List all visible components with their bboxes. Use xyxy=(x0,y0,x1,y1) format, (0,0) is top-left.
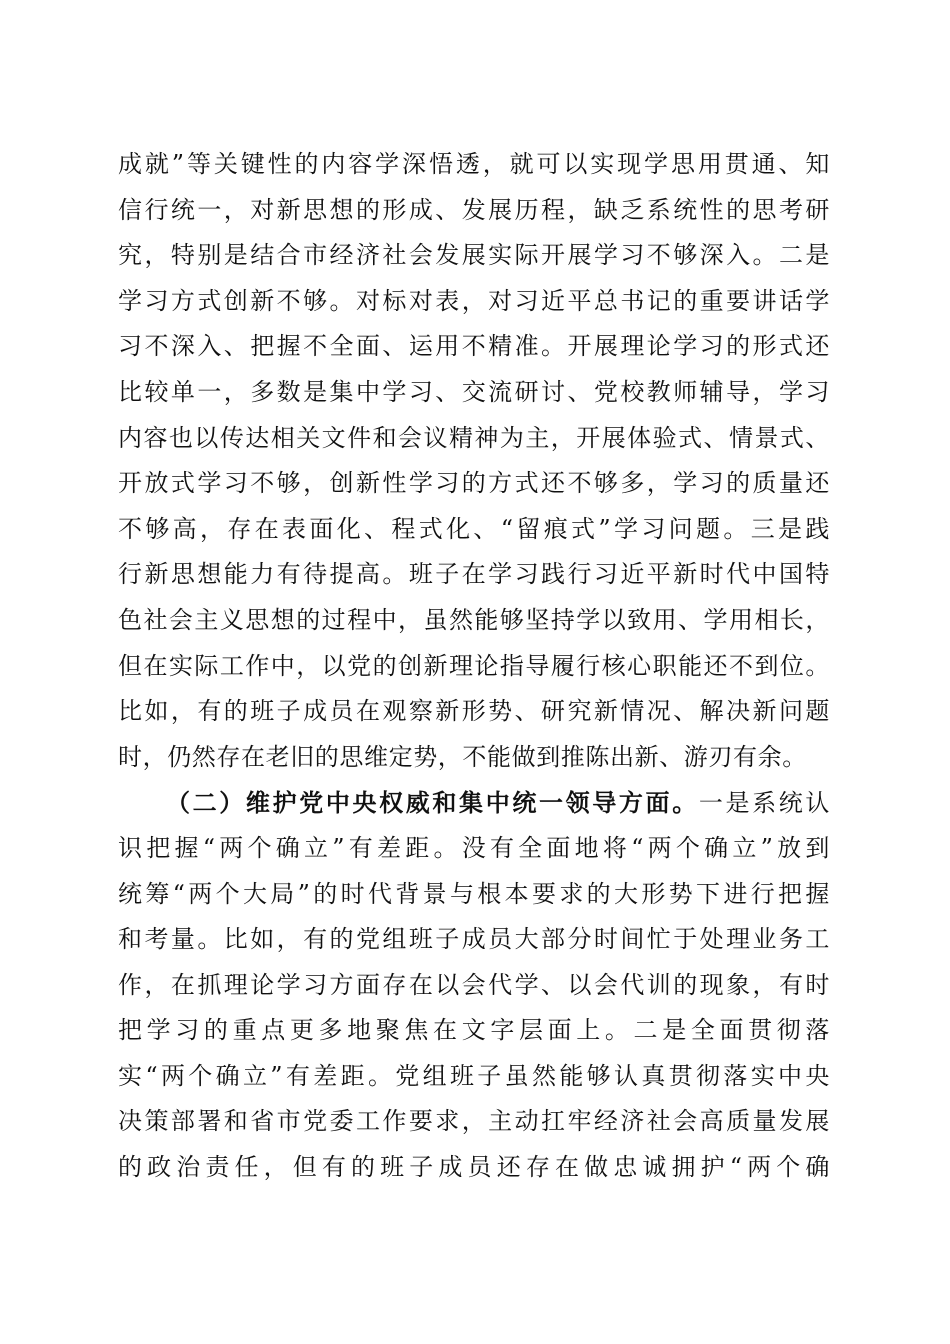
paragraph-1-line-8: 开放式学习不够，创新性学习的方式还不够多，学习的质量还 xyxy=(118,469,830,498)
paragraph-1-line-11: 色社会主义思想的过程中，虽然能够坚持学以致用、学用相长， xyxy=(118,605,830,634)
paragraph-2-line-9: 的政治责任，但有的班子成员还存在做忠诚拥护“两个确 xyxy=(118,1153,830,1182)
paragraph-2-line-3: 统筹“两个大局”的时代背景与根本要求的大形势下进行把握 xyxy=(118,879,830,908)
paragraph-2-line-6: 把学习的重点更多地聚焦在文字层面上。二是全面贯彻落 xyxy=(118,1016,830,1045)
paragraph-1-line-5: 习不深入、把握不全面、运用不精准。开展理论学习的形式还 xyxy=(118,332,830,361)
paragraph-2-line-1-rest: 一是系统认 xyxy=(698,789,830,818)
paragraph-1-line-10: 行新思想能力有待提高。班子在学习践行习近平新时代中国特 xyxy=(118,560,830,589)
paragraph-2-line-1 xyxy=(118,780,830,826)
section-heading: （二）维护党中央权威和集中统一领导方面。 xyxy=(166,788,699,818)
paragraph-2-line-5: 作，在抓理论学习方面存在以会代学、以会代训的现象，有时 xyxy=(118,970,830,999)
document-body xyxy=(118,142,830,1191)
paragraph-1-line-12: 但在实际工作中，以党的创新理论指导履行核心职能还不到位。 xyxy=(118,651,830,680)
paragraph-1-line-4: 学习方式创新不够。对标对表，对习近平总书记的重要讲话学 xyxy=(118,286,830,315)
paragraph-1-line-7: 内容也以传达相关文件和会议精神为主，开展体验式、情景式、 xyxy=(118,423,830,452)
paragraph-1-line-6: 比较单一，多数是集中学习、交流研讨、党校教师辅导，学习 xyxy=(118,377,830,406)
paragraph-1-line-2: 信行统一，对新思想的形成、发展历程，缺乏系统性的思考研 xyxy=(118,195,830,224)
paragraph-1-line-1: 成就”等关键性的内容学深悟透，就可以实现学思用贯通、知 xyxy=(118,150,830,178)
paragraph-2-line-7: 实“两个确立”有差距。党组班子虽然能够认真贯彻落实中央 xyxy=(118,1061,830,1090)
paragraph-2-line-4: 和考量。比如，有的党组班子成员大部分时间忙于处理业务工 xyxy=(118,925,830,954)
paragraph-1-line-9: 不够高，存在表面化、程式化、“留痕式”学习问题。三是践 xyxy=(118,514,830,543)
paragraph-1-line-14: 时，仍然存在老旧的思维定势，不能做到推陈出新、游刃有余。 xyxy=(118,742,807,771)
paragraph-2-line-2: 识把握“两个确立”有差距。没有全面地将“两个确立”放到 xyxy=(118,833,830,862)
paragraph-1-line-3: 究，特别是结合市经济社会发展实际开展学习不够深入。二是 xyxy=(118,241,830,270)
paragraph-2-line-8: 决策部署和省市党委工作要求，主动扛牢经济社会高质量发展 xyxy=(118,1107,830,1136)
paragraph-1-line-13: 比如，有的班子成员在观察新形势、研究新情况、解决新问题 xyxy=(118,697,830,726)
